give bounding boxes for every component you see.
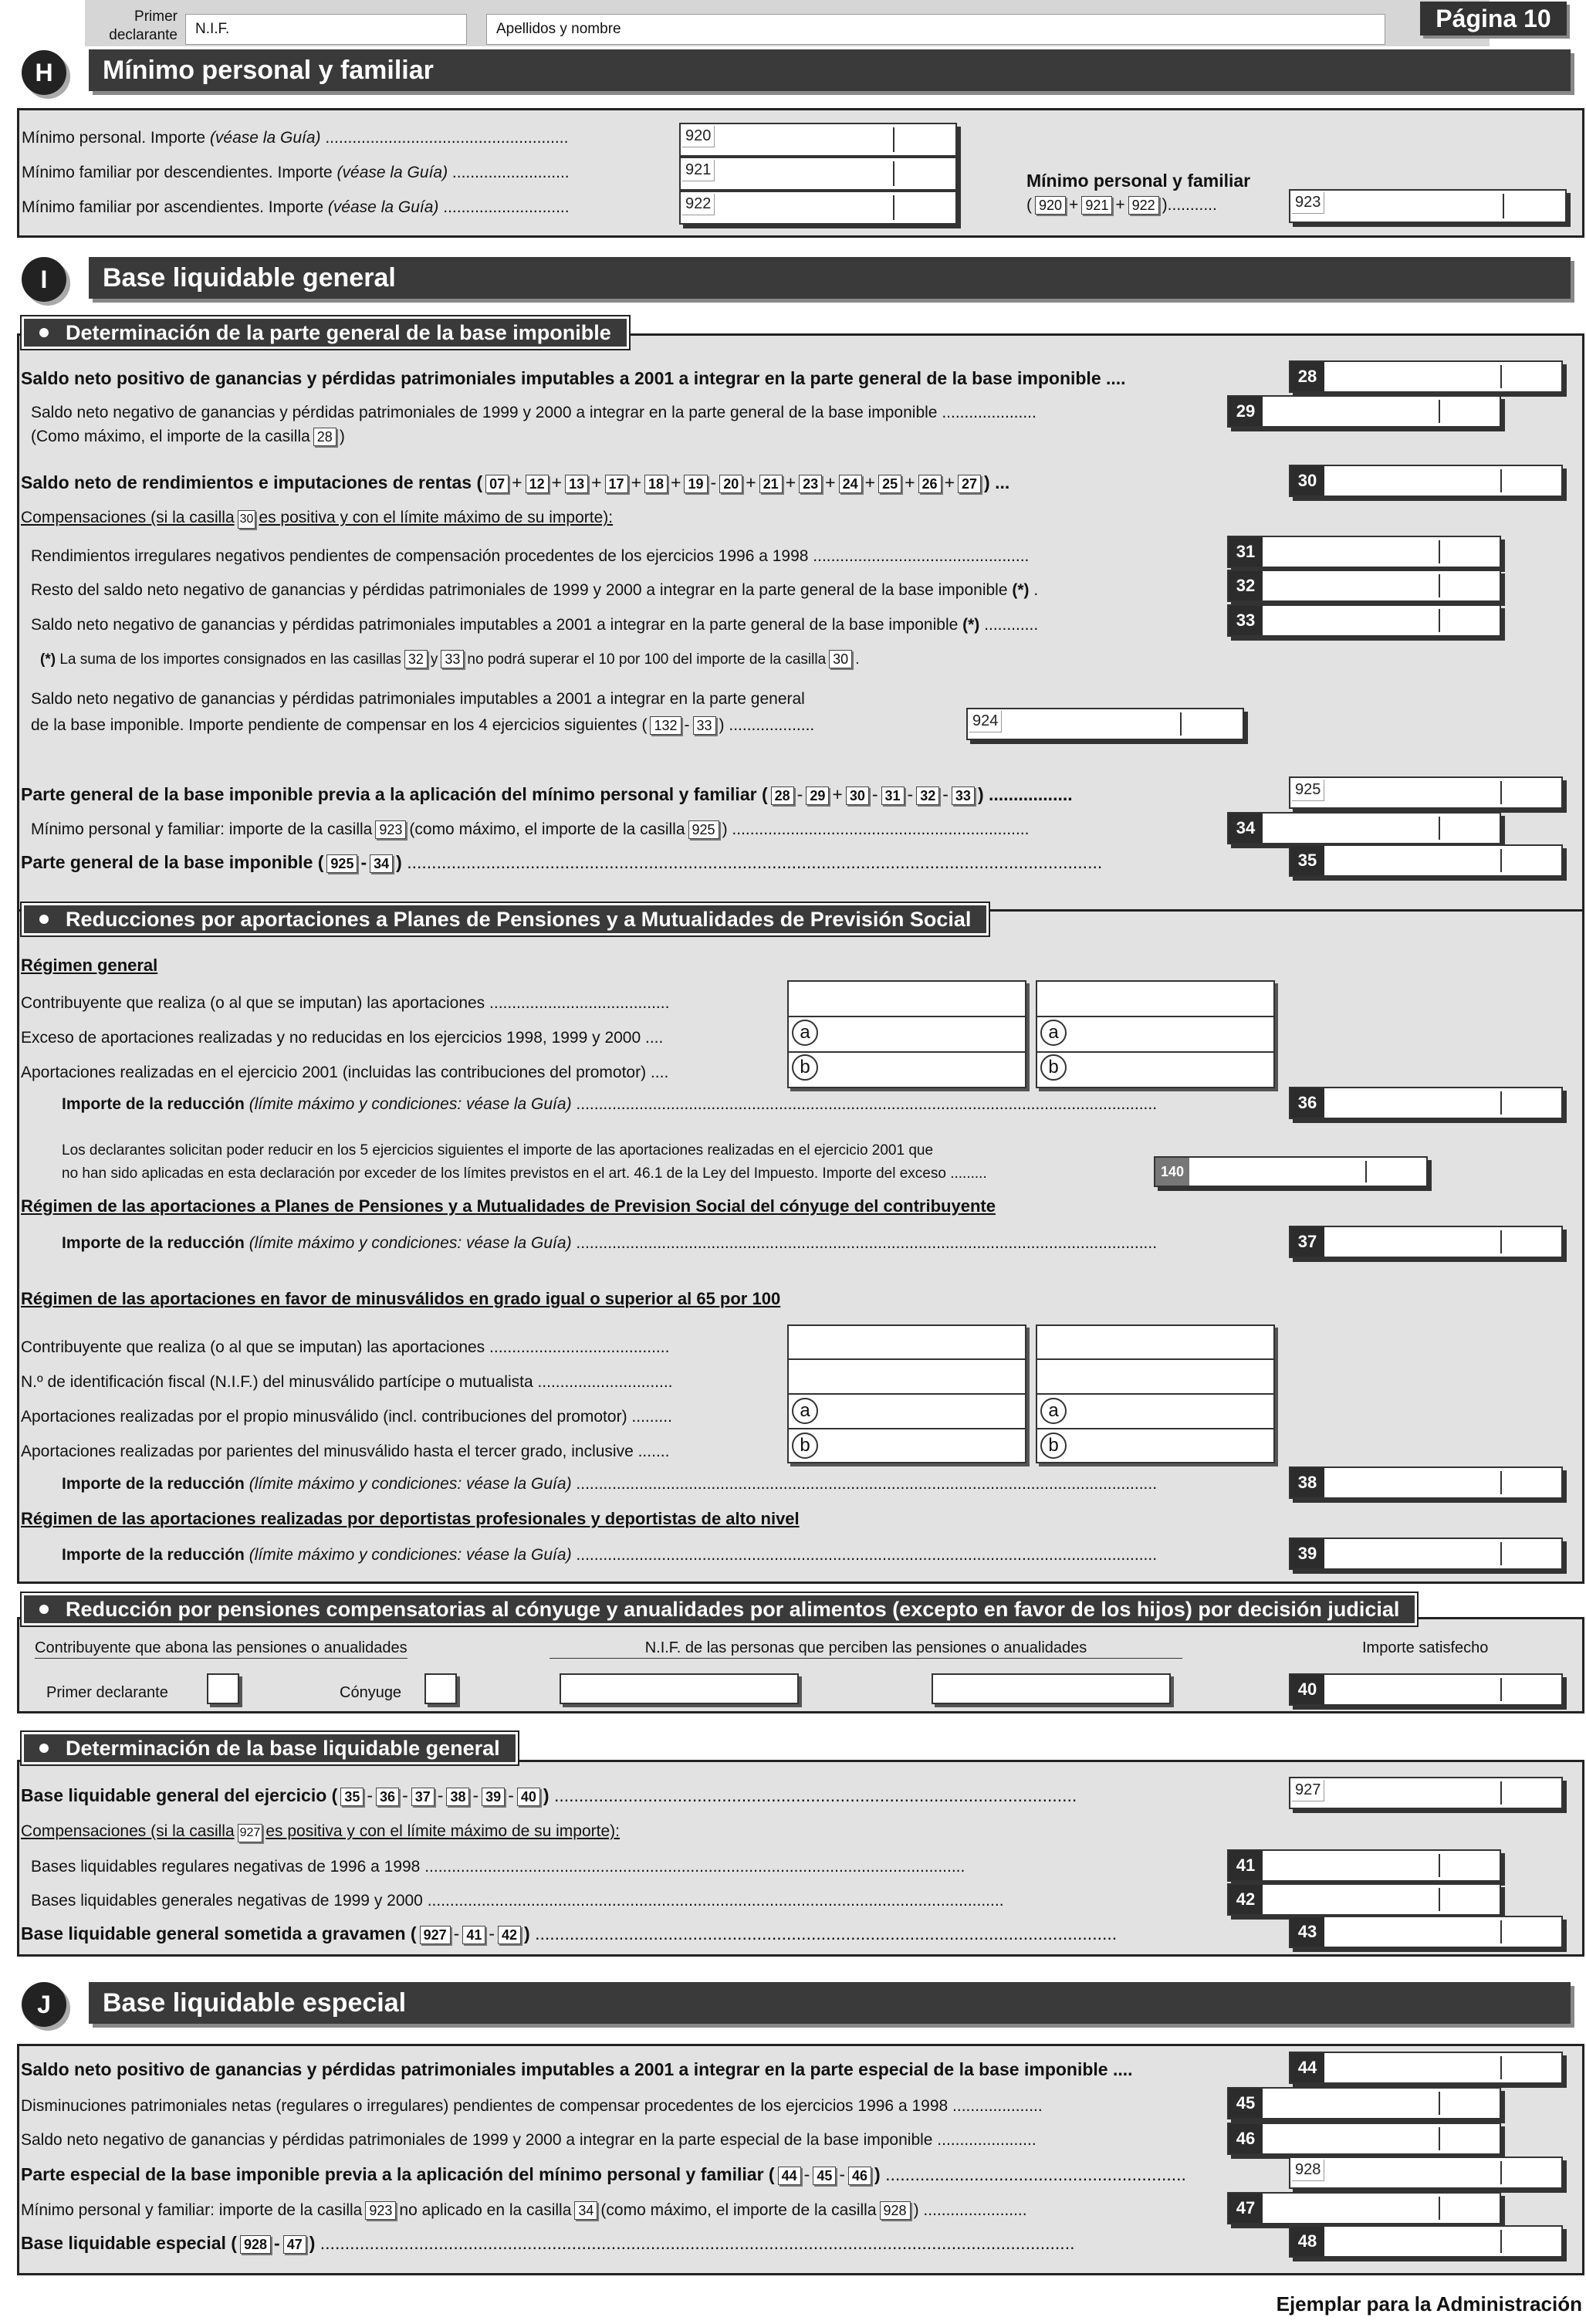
ref-box: 18	[644, 475, 668, 493]
l924b-label: de la base imponible. Importe pendiente de compensar en los 4 ejercicios siguientes ( 132 - 33 ) ...................	[31, 716, 815, 734]
rm-col2-line2	[1037, 1393, 1273, 1395]
nif-perceptor-2[interactable]	[932, 1673, 1171, 1704]
box-31[interactable]: 31	[1227, 536, 1501, 568]
l34-label: Mínimo personal y familiar: importe de la casilla 923 (como máximo, el importe de la casilla 925 ) ..................................................................	[31, 820, 1030, 838]
l30-label: Saldo neto de rendimientos e imputaciones de rentas ( 07 + 12 + 13 + 17 + 18 + 19 - 20 + 21 + 23 + 24 + 25 + 26 + 27 ) ...	[21, 472, 1010, 492]
l29b-label: (Como máximo, el importe de la casilla 28 )	[31, 428, 345, 445]
box-922[interactable]: 922	[679, 191, 957, 225]
l927-label: Base liquidable general del ejercicio ( 35 - 36 - 37 - 38 - 39 - 40 ) ..........................................................................................................	[21, 1785, 1077, 1805]
regimen-minusvalidos-label: Régimen de las aportaciones en favor de minusválidos en grado igual o superior al 65 por 100	[21, 1289, 781, 1308]
section-j-title: Base liquidable especial	[89, 1982, 1571, 2024]
ref-box: 44	[778, 2167, 801, 2185]
ref-box: 26	[918, 475, 942, 493]
apellidos-field[interactable]: Apellidos y nombre	[486, 14, 1385, 45]
box-30[interactable]: 30	[1289, 465, 1563, 497]
section-h-icon: H	[22, 50, 66, 95]
section-h-title: Mínimo personal y familiar	[89, 49, 1571, 91]
box-921[interactable]: 921	[679, 157, 957, 191]
primer-declarante-check[interactable]	[207, 1673, 239, 1704]
box-41[interactable]: 41	[1227, 1849, 1501, 1882]
l29-label: Saldo neto negativo de ganancias y pérdidas patrimoniales de 1999 y 2000 a integrar en la parte general de la base imponible .....................	[31, 404, 1036, 421]
ref-box: 41	[462, 1926, 485, 1944]
comp2-label: Compensaciones (si la casilla 927 es positiva y con el límite máximo de su importe):	[21, 1822, 620, 1842]
min-ascendientes-label: Mínimo familiar por ascendientes. Importe (véase la Guía) ............................	[22, 198, 570, 216]
box-34[interactable]: 34	[1227, 812, 1501, 844]
box-39[interactable]: 39	[1289, 1537, 1563, 1570]
ref-box: 42	[498, 1926, 521, 1944]
rg1-label: Contribuyente que realiza (o al que se imputan) las aportaciones ........................................	[21, 994, 670, 1012]
box-48[interactable]: 48	[1289, 2225, 1563, 2258]
imp36-label: Importe de la reducción (límite máximo y condiciones: véase la Guía) .................................................................................................................................	[62, 1095, 1158, 1113]
nif-perceptor-1[interactable]	[560, 1673, 799, 1704]
section-j-icon: J	[22, 1982, 66, 2027]
rg2-label: Exceso de aportaciones realizadas y no reducidas en los ejercicios 1998, 1999 y 2000 ....	[21, 1029, 664, 1047]
box-924[interactable]: 924	[966, 708, 1244, 740]
ref-box: 33	[952, 787, 975, 805]
box-927[interactable]: 927	[1289, 1777, 1563, 1809]
sub-planes-pensiones: Reducciones por aportaciones a Planes de Pensiones y a Mutualidades de Previsión Social	[22, 903, 989, 935]
compensaciones-label: Compensaciones (si la casilla 30 es positiva y con el límite máximo de su importe):	[21, 508, 613, 529]
section-h-panel	[17, 108, 1584, 238]
rg-col1-line2	[789, 1051, 1025, 1053]
box-37[interactable]: 37	[1289, 1226, 1563, 1258]
ref-box: 39	[482, 1788, 505, 1806]
min-descendientes-label: Mínimo familiar por descendientes. Importe (véase la Guía) ..........................	[22, 164, 570, 181]
box-923[interactable]: 923	[1289, 189, 1567, 223]
ref-box: 17	[605, 475, 628, 493]
box-33[interactable]: 33	[1227, 604, 1501, 637]
section-i-title: Base liquidable general	[89, 257, 1571, 299]
box-45[interactable]: 45	[1227, 2087, 1501, 2119]
ref-box: 19	[684, 475, 707, 493]
box-44[interactable]: 44	[1289, 2052, 1563, 2084]
l46-label: Saldo neto negativo de ganancias y pérdidas patrimoniales de 1999 y 2000 a integrar en la parte especial de la base imponible ......................	[21, 2131, 1036, 2149]
min-total-formula: ( 920 + 921 + 922 )...........	[1026, 196, 1217, 214]
circle-b-3: b	[792, 1433, 818, 1459]
ref-box: 23	[799, 475, 822, 493]
circle-a-3: a	[792, 1398, 818, 1424]
box-35[interactable]: 35	[1289, 844, 1563, 877]
l28-label: Saldo neto positivo de ganancias y pérdidas patrimoniales imputables a 2001 a integrar en la parte general de la base imponible ....	[21, 368, 1126, 388]
rm3-label: Aportaciones realizadas por el propio minusválido (incl. contribuciones del promotor) .........	[21, 1408, 672, 1426]
imp38-label: Importe de la reducción (límite máximo y condiciones: véase la Guía) .................................................................................................................................	[62, 1475, 1158, 1493]
exceso2-label: no han sido aplicadas en esta declaración por exceder de los límites previstos en el art. 46.1 de la Ley del Impuesto. Importe del exceso .........	[62, 1165, 987, 1182]
l924a-label: Saldo neto negativo de ganancias y pérdidas patrimoniales imputables a 2001 a integrar en la parte general	[31, 690, 805, 708]
circle-a-4: a	[1040, 1398, 1067, 1424]
ref-box: 35	[340, 1788, 364, 1806]
ref-box: 37	[411, 1788, 435, 1806]
rg-col2-line1	[1037, 1016, 1273, 1017]
declarante-label: Primer declarante	[109, 8, 178, 43]
regimen-conyuge-label: Régimen de las aportaciones a Planes de Pensiones y a Mutualidades de Prevision Social del cónyuge del contribuyente	[21, 1196, 996, 1216]
circle-b-2: b	[1040, 1054, 1067, 1081]
l928-label: Parte especial de la base imponible previa a la aplicación del mínimo personal y familiar ( 44 - 45 - 46 ) .............................................................	[21, 2164, 1186, 2184]
l47-label: Mínimo personal y familiar: importe de la casilla 923 no aplicado en la casilla 34 (como máximo, el importe de la casilla 928 ) .......................	[21, 2201, 1027, 2219]
ref-box: 45	[813, 2167, 836, 2185]
circle-a-2: a	[1040, 1020, 1067, 1046]
pensiones-col1-label: Contribuyente que abona las pensiones o anualidades	[35, 1638, 407, 1659]
rm-col2-line3	[1037, 1428, 1273, 1429]
l925-label: Parte general de la base imponible previa a la aplicación del mínimo personal y familiar ( 28 - 29 + 30 - 31 - 32 - 33 ) .................	[21, 784, 1073, 804]
circle-a-1: a	[792, 1020, 818, 1046]
pensiones-col2-label: N.I.F. de las personas que perciben las pensiones o anualidades	[550, 1638, 1182, 1659]
ref-box: 21	[759, 475, 783, 493]
box-920[interactable]: 920	[679, 123, 957, 157]
ref-box: 28	[771, 787, 794, 805]
ref-box: 38	[446, 1788, 469, 1806]
l43-label: Base liquidable general sometida a gravamen ( 927 - 41 - 42 ) ......................................................................................................................	[21, 1923, 1118, 1943]
box-928[interactable]: 928	[1289, 2157, 1563, 2189]
note-label: (*) La suma de los importes consignados en las casillas 32 y 33 no podrá superar el 10 por 100 del importe de la casilla 30 .	[40, 651, 860, 668]
box-38[interactable]: 38	[1289, 1466, 1563, 1499]
exceso1-label: Los declarantes solicitan poder reducir en los 5 ejercicios siguientes el importe de las aportaciones realizadas en el ejercicio 2001 que	[62, 1142, 934, 1159]
l44-label: Saldo neto positivo de ganancias y pérdidas patrimoniales imputables a 2001 a integrar en la parte especial de la base imponible ....	[21, 2059, 1133, 2079]
ref-box: 27	[958, 475, 981, 493]
ref-box: 24	[839, 475, 862, 493]
rm-col1-line3	[789, 1428, 1025, 1429]
l33-label: Saldo neto negativo de ganancias y pérdidas patrimoniales imputables a 2001 a integrar en la parte general de la base imponible (*) ............	[31, 616, 1039, 634]
ref-box: 29	[806, 787, 829, 805]
primer-declarante-label: Primer declarante	[46, 1684, 168, 1701]
ref-box: 32	[916, 787, 939, 805]
ref-box: 40	[517, 1788, 540, 1806]
rg3-label: Aportaciones realizadas en el ejercicio 2001 (incluidas las contribuciones del promotor) ....	[21, 1064, 669, 1081]
ref-box: 12	[526, 475, 549, 493]
ref-box: 31	[881, 787, 905, 805]
ref-box: 36	[376, 1788, 399, 1806]
conyuge-check[interactable]	[424, 1673, 457, 1704]
sub-pensiones: Reducción por pensiones compensatorias al cónyuge y anualidades por alimentos (excepto en favor de los hijos) por decisión judicial	[22, 1593, 1417, 1625]
sub-base-liquidable: Determinación de la base liquidable general	[22, 1732, 518, 1764]
box-40[interactable]: 40	[1289, 1673, 1563, 1706]
box-42[interactable]: 42	[1227, 1883, 1501, 1916]
min-total-label: Mínimo personal y familiar	[1026, 171, 1251, 191]
circle-b-1: b	[792, 1054, 818, 1081]
rm-col1-line1	[789, 1358, 1025, 1360]
box-47[interactable]: 47	[1227, 2192, 1501, 2224]
l48-label: Base liquidable especial ( 928 - 47 ) .........................................................................................................................................................	[21, 2233, 1075, 2253]
l45-label: Disminuciones patrimoniales netas (regulares o irregulares) pendientes de compensar procedentes de los ejercicios 1996 a 1998 ....................	[21, 2097, 1043, 2115]
box-28[interactable]: 28	[1289, 360, 1563, 393]
box-925[interactable]: 925	[1289, 776, 1563, 809]
ref-box: 07	[485, 475, 509, 493]
sub-parte-general: Determinación de la parte general de la base imponible	[22, 316, 629, 349]
ref-box: 13	[565, 475, 588, 493]
l31-label: Rendimientos irregulares negativos pendientes de compensación procedentes de los ejercicios 1996 a 1998 ................................................	[31, 547, 1030, 565]
regimen-deportistas-label: Régimen de las aportaciones realizadas por deportistas profesionales y deportistas de alto nivel	[21, 1509, 800, 1528]
rg-col1-line1	[789, 1016, 1025, 1017]
l35-label: Parte general de la base imponible ( 925 - 34 ) .............................................................................................................................................	[21, 852, 1103, 872]
ref-box: 46	[848, 2167, 871, 2185]
l42-label: Bases liquidables generales negativas de 1999 y 2000 ................................................................................................................................	[31, 1892, 1004, 1910]
min-personal-label: Mínimo personal. Importe (véase la Guía) ......................................................	[22, 129, 569, 147]
rg-col1[interactable]	[787, 980, 1026, 1088]
rg-col2-line2	[1037, 1051, 1273, 1053]
l32-label: Resto del saldo neto negativo de ganancias y pérdidas patrimoniales de 1999 y 2000 a integrar en la parte general de la base imponible (*) .	[31, 581, 1039, 599]
rm-col2-line1	[1037, 1358, 1273, 1360]
circle-b-4: b	[1040, 1433, 1067, 1459]
section-i-icon: I	[22, 257, 66, 302]
page-number: Página 10	[1420, 2, 1567, 36]
ref-box: 25	[878, 475, 901, 493]
box-43[interactable]: 43	[1289, 1916, 1563, 1948]
rm4-label: Aportaciones realizadas por parientes del minusválido hasta el tercer grado, inclusive .......	[21, 1443, 670, 1460]
ref-box: 927	[420, 1926, 451, 1944]
nif-field[interactable]: N.I.F.	[185, 14, 467, 45]
rm-col1-line2	[789, 1393, 1025, 1395]
box-29[interactable]: 29	[1227, 395, 1501, 428]
box-32[interactable]: 32	[1227, 570, 1501, 602]
rm2-label: N.º de identificación fiscal (N.I.F.) del minusválido partícipe o mutualista ..............................	[21, 1373, 673, 1391]
rm1-label: Contribuyente que realiza (o al que se imputan) las aportaciones ........................................	[21, 1338, 670, 1356]
l41-label: Bases liquidables regulares negativas de 1996 a 1998 ........................................................................................................................	[31, 1858, 965, 1876]
box-36[interactable]: 36	[1289, 1087, 1563, 1119]
ref-box: 30	[846, 787, 869, 805]
box-46[interactable]: 46	[1227, 2123, 1501, 2155]
imp39-label: Importe de la reducción (límite máximo y condiciones: véase la Guía) .................................................................................................................................	[62, 1546, 1158, 1564]
imp37-label: Importe de la reducción (límite máximo y condiciones: véase la Guía) .................................................................................................................................	[62, 1234, 1158, 1252]
conyuge-label: Cónyuge	[340, 1684, 402, 1701]
regimen-general-label: Régimen general	[21, 956, 158, 975]
ref-box: 20	[719, 475, 742, 493]
rg-col2[interactable]	[1036, 980, 1275, 1088]
pensiones-col3-label: Importe satisfecho	[1362, 1639, 1489, 1656]
footer-label: Ejemplar para la Administración	[1276, 2292, 1582, 2316]
box-140[interactable]: 140	[1154, 1156, 1428, 1187]
